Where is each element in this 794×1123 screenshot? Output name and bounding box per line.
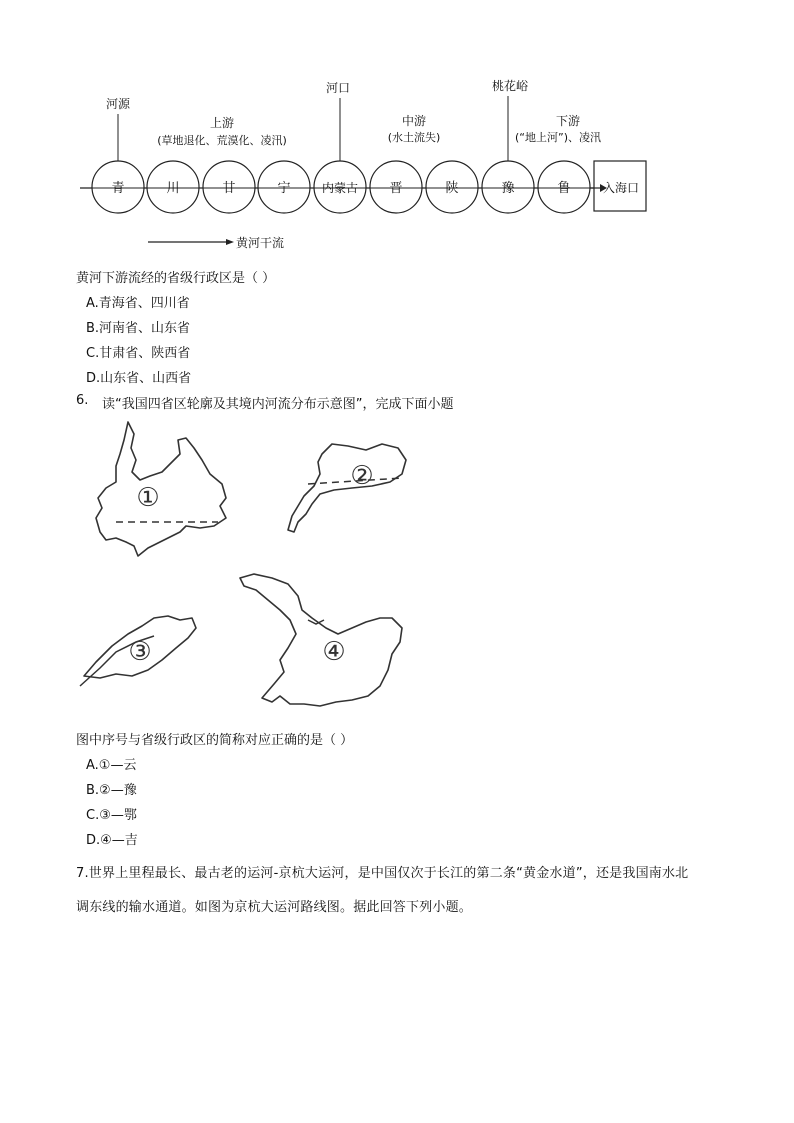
q6-option-d[interactable]: D.④—吉	[86, 833, 138, 848]
province-label: 川	[166, 181, 180, 196]
province-label: 豫	[501, 181, 515, 196]
lower-note: (“地上河”)、凌汛	[515, 131, 601, 144]
province-label: 青	[111, 181, 125, 196]
province-label: 甘	[222, 181, 236, 196]
province-outline-maps	[76, 414, 416, 719]
middle-label: 中游	[401, 114, 427, 128]
q6-option-b[interactable]: B.②—豫	[86, 783, 137, 798]
q6-stem: 图中序号与省级行政区的简称对应正确的是（ ）	[76, 733, 354, 748]
q5-option-d[interactable]: D.山东省、山西省	[86, 371, 192, 386]
upper-note: (草地退化、荒漠化、凌汛)	[157, 134, 287, 147]
map-outline-2	[288, 444, 406, 532]
source-label: 河源	[105, 97, 131, 111]
legend-arrowhead	[226, 239, 234, 245]
yellow-river-diagram	[70, 72, 670, 262]
q5-stem: 黄河下游流经的省级行政区是（ ）	[76, 271, 276, 286]
q6-intro: 读“我国四省区轮廓及其境内河流分布示意图”，完成下面小题	[102, 397, 454, 412]
province-label: 鲁	[557, 181, 571, 196]
map-label-4: ④	[322, 637, 346, 667]
taohuayu-label: 桃花峪	[491, 79, 529, 93]
map-label-3: ③	[128, 637, 152, 667]
q7-line-1: 7.世界上里程最长、最古老的运河-京杭大运河，是中国仅次于长江的第二条“黄金水道”，还是我国南水北	[76, 866, 689, 881]
middle-note: (水土流失)	[387, 131, 441, 144]
map-outline-4	[240, 574, 402, 706]
maps-svg	[76, 414, 416, 719]
map-label-1: ①	[136, 483, 160, 513]
lower-label: 下游	[555, 114, 581, 128]
map-outline-1	[96, 422, 226, 556]
province-label: 陕	[445, 181, 459, 196]
estuary-label: 河口	[325, 81, 351, 95]
sea-label: 入海口	[602, 181, 640, 195]
q5-option-a[interactable]: A.青海省、四川省	[86, 296, 190, 311]
upper-label: 上游	[209, 116, 235, 130]
diagram-svg	[70, 72, 670, 262]
q7-line-2: 调东线的输水通道。如图为京杭大运河路线图。据此回答下列小题。	[76, 900, 473, 915]
province-label: 宁	[277, 181, 291, 196]
map-label-2: ②	[350, 461, 374, 491]
q6-option-a[interactable]: A.①—云	[86, 758, 137, 773]
q6-option-c[interactable]: C.③—鄂	[86, 808, 137, 823]
q5-option-b[interactable]: B.河南省、山东省	[86, 321, 191, 336]
province-label: 内蒙古	[321, 181, 359, 195]
q6-number: 6.	[76, 393, 89, 408]
legend-label: 黄河干流	[236, 236, 285, 250]
q5-option-c[interactable]: C.甘肃省、陕西省	[86, 346, 191, 361]
province-label: 晋	[389, 181, 403, 196]
